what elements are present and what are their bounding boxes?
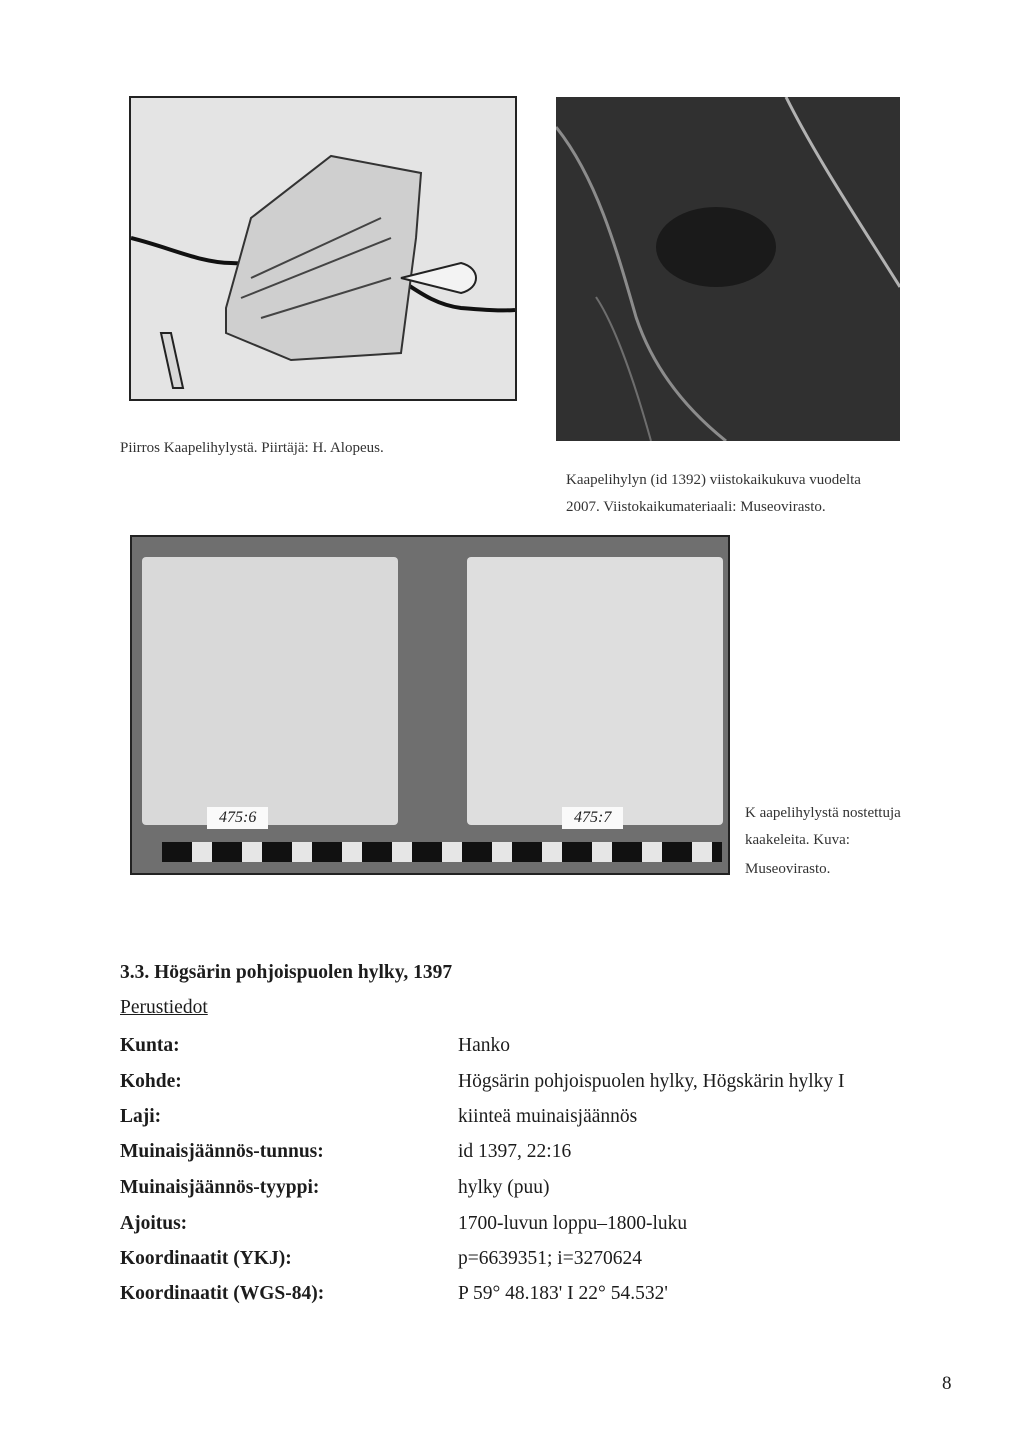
field-label-kunta: Kunta:: [120, 1035, 180, 1056]
field-value-wgs84: P 59° 48.183' I 22° 54.532': [458, 1283, 668, 1304]
field-label-ajoitus: Ajoitus:: [120, 1213, 188, 1234]
scale-bar: [162, 842, 722, 862]
field-label-wgs84: Koordinaatit (WGS-84):: [120, 1283, 325, 1304]
section-subheading: Perustiedot: [120, 997, 208, 1018]
tile-left: [142, 557, 398, 825]
sidescan-sonar-image: [556, 97, 900, 441]
tile-label-left: 475:6: [207, 807, 268, 829]
field-value-tyyppi: hylky (puu): [458, 1177, 550, 1198]
field-label-tyyppi: Muinaisjäännös-tyyppi:: [120, 1177, 320, 1198]
tiles-caption-line-3: Museovirasto.: [745, 861, 831, 877]
field-label-tunnus: Muinaisjäännös-tunnus:: [120, 1141, 324, 1162]
field-value-kohde: Högsärin pohjoispuolen hylky, Högskärin hylky I: [458, 1071, 845, 1092]
sonar-caption-line-2: 2007. Viistokaikumateriaali: Museovirasto.: [566, 499, 826, 515]
field-label-ykj: Koordinaatit (YKJ):: [120, 1248, 292, 1269]
field-label-laji: Laji:: [120, 1106, 162, 1127]
section-heading: 3.3. Högsärin pohjoispuolen hylky, 1397: [120, 962, 453, 983]
sonar-caption-line-1: Kaapelihylyn (id 1392) viistokaikukuva vuodelta: [566, 472, 861, 488]
field-value-ykj: p=6639351; i=3270624: [458, 1248, 642, 1269]
field-value-tunnus: id 1397, 22:16: [458, 1141, 572, 1162]
wreck-sketch-drawing: [131, 98, 515, 399]
tile-label-right: 475:7: [562, 807, 623, 829]
sonar-texture: [556, 97, 900, 441]
field-value-ajoitus: 1700-luvun loppu–1800-luku: [458, 1213, 688, 1234]
tiles-caption-line-2: kaakeleita. Kuva:: [745, 832, 850, 848]
page-number: 8: [942, 1373, 952, 1394]
field-value-kunta: Hanko: [458, 1035, 510, 1056]
field-label-kohde: Kohde:: [120, 1071, 182, 1092]
wreck-sketch-image: [129, 96, 517, 401]
tiles-photo: [130, 535, 730, 875]
field-value-laji: kiinteä muinaisjäännös: [458, 1106, 638, 1127]
tiles-caption-line-1: K aapelihylystä nostettuja: [745, 805, 901, 821]
tile-right: [467, 557, 723, 825]
sketch-caption: Piirros Kaapelihylystä. Piirtäjä: H. Alopeus.: [120, 440, 384, 456]
